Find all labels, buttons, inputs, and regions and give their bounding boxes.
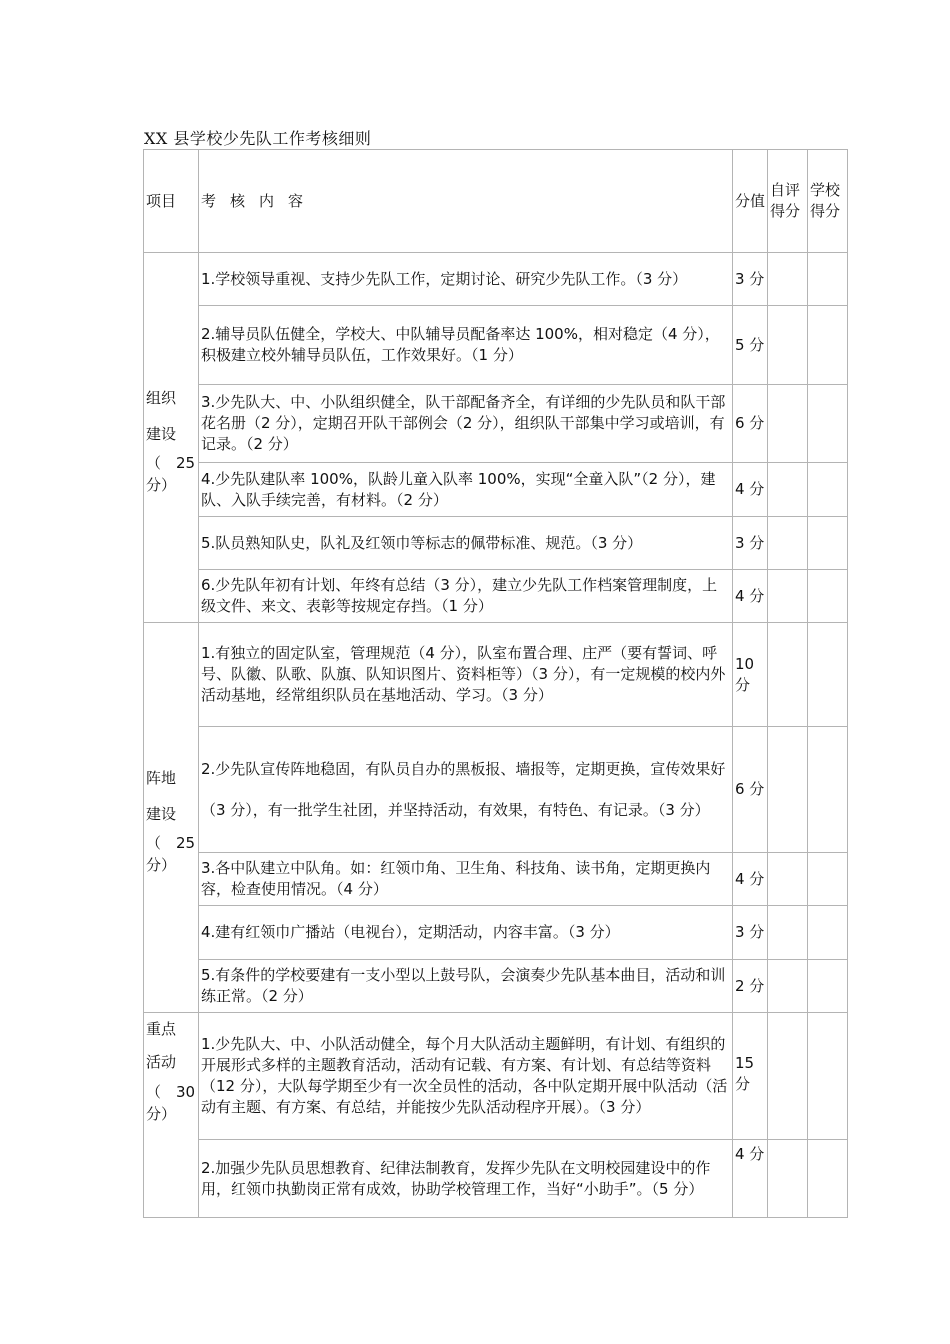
table-row [144,306,848,385]
table-row [144,1013,848,1140]
item-content: 2.辅导员队伍健全，学校大、中队辅导员配备率达 100%，相对稳定（4 分），积极建立校外辅导员队伍，工作效果好。（1 分） [199,306,733,385]
table-row [144,853,848,906]
item-content-part: （3 分），有一批学生社团，并坚持活动，有效果，有特色、有记录。（3 分） [201,800,710,819]
item-content: 5.队员熟知队史，队礼及红领巾等标志的佩带标准、规范。（3 分） [199,517,733,570]
item-score: 4 分 [733,463,768,517]
school-score-cell[interactable] [808,853,848,906]
table-row [144,727,848,853]
category-cell-position [144,623,199,1013]
item-content: 6.少先队年初有计划、年终有总结（3 分），建立少先队工作档案管理制度，上级文件、来文、表彰等按规定存挡。（1 分） [199,570,733,623]
category-line: 组织 [146,388,177,407]
category-line: （ 25 [146,833,196,852]
item-score: 6 分 [733,385,768,463]
header-category: 项目 [144,150,199,253]
item-score: 15 分 [733,1013,768,1140]
item-content: 1.有独立的固定队室，管理规范（4 分），队室布置合理、庄严（要有誓词、呼号、队徽、队歌、队旗、队知识图片、资料柜等）（3 分），有一定规模的校内外活动基地，经常组织队员在基地活动、学习。（3 分） [199,623,733,727]
header-self-score: 自评得分 [768,150,808,253]
self-score-cell[interactable] [768,960,808,1013]
category-line: 建设 [146,804,177,823]
table-row [144,570,848,623]
table-row [144,960,848,1013]
item-content: 4.少先队建队率 100%，队龄儿童入队率 100%，实现“全童入队”（2 分），建队、入队手续完善，有材料。（2 分） [199,463,733,517]
item-content: 3.少先队大、中、小队组织健全，队干部配备齐全，有详细的少先队员和队干部花名册（2 分），定期召开队干部例会（2 分），组织队干部集中学习或培训，有记录。（2 分） [199,385,733,463]
document-title: XX 县学校少先队工作考核细则 [144,129,372,148]
category-line: （ 25 [146,453,196,472]
item-score: 3 分 [733,906,768,960]
category-line: 重点 [146,1020,177,1038]
school-score-cell[interactable] [808,1013,848,1140]
item-score: 10 分 [733,623,768,727]
table-header-row [144,150,848,253]
school-score-cell[interactable] [808,463,848,517]
item-score: 4 分 [733,570,768,623]
assessment-table [143,149,848,1218]
category-line: 活动 [146,1053,177,1071]
category-cell-organization [144,253,199,623]
self-score-cell[interactable] [768,906,808,960]
table-row [144,623,848,727]
self-score-cell[interactable] [768,385,808,463]
self-score-cell[interactable] [768,463,808,517]
header-score: 分值 [733,150,768,253]
category-line: 建设 [146,424,177,443]
table-row [144,517,848,570]
self-score-cell[interactable] [768,306,808,385]
school-score-cell[interactable] [808,570,848,623]
category-line: 阵地 [146,768,177,787]
self-score-cell[interactable] [768,517,808,570]
school-score-cell[interactable] [808,960,848,1013]
item-score: 5 分 [733,306,768,385]
school-score-cell[interactable] [808,306,848,385]
table-row [144,385,848,463]
item-score: 4 分 [733,853,768,906]
table-row [144,1140,848,1218]
item-score: 6 分 [733,727,768,853]
item-content: 1.少先队大、中、小队活动健全，每个月大队活动主题鲜明，有计划、有组织的开展形式多样的主题教育活动，活动有记载、有方案、有计划、有总结等资料（12 分），大队每学期至少有一次全员性的活动，各中队定期开展中队活动（活动有主题、有方案、有总结，并能按少先队活动程序开展）。（3 分） [199,1013,733,1140]
item-score: 2 分 [733,960,768,1013]
item-score: 3 分 [733,253,768,306]
item-content: 4.建有红领巾广播站（电视台），定期活动，内容丰富。（3 分） [199,906,733,960]
header-school-score: 学校得分 [808,150,848,253]
item-content: 1.学校领导重视、支持少先队工作，定期讨论、研究少先队工作。（3 分） [199,253,733,306]
school-score-cell[interactable] [808,253,848,306]
school-score-cell[interactable] [808,1140,848,1218]
item-content: 5.有条件的学校要建有一支小型以上鼓号队，会演奏少先队基本曲目，活动和训练正常。（2 分） [199,960,733,1013]
table-row [144,253,848,306]
self-score-cell[interactable] [768,853,808,906]
item-content: 2.加强少先队员思想教育、纪律法制教育，发挥少先队在文明校园建设中的作用，红领巾执勤岗正常有成效，协助学校管理工作，当好“小助手”。（5 分） [199,1140,733,1218]
category-cell-activities [144,1013,199,1218]
item-content [199,727,733,853]
category-line: 分） [146,475,177,494]
item-score: 3 分 [733,517,768,570]
self-score-cell[interactable] [768,253,808,306]
self-score-cell[interactable] [768,1140,808,1218]
school-score-cell[interactable] [808,906,848,960]
school-score-cell[interactable] [808,517,848,570]
self-score-cell[interactable] [768,623,808,727]
self-score-cell[interactable] [768,1013,808,1140]
category-line: （ 30 [146,1083,196,1101]
category-line: 分） [146,855,177,874]
header-content: 考核内容 [199,150,733,253]
table-row [144,463,848,517]
table-row [144,906,848,960]
school-score-cell[interactable] [808,727,848,853]
item-score: 4 分 [733,1140,768,1218]
school-score-cell[interactable] [808,623,848,727]
school-score-cell[interactable] [808,385,848,463]
category-line: 分） [146,1105,177,1123]
self-score-cell[interactable] [768,727,808,853]
self-score-cell[interactable] [768,570,808,623]
item-content-part: 2.少先队宣传阵地稳固，有队员自办的黑板报、墙报等，定期更换，宣传效果好 [201,759,726,778]
paragraph-gap [201,780,730,800]
item-content: 3.各中队建立中队角。如：红领巾角、卫生角、科技角、读书角，定期更换内容，检查使用情况。（4 分） [199,853,733,906]
